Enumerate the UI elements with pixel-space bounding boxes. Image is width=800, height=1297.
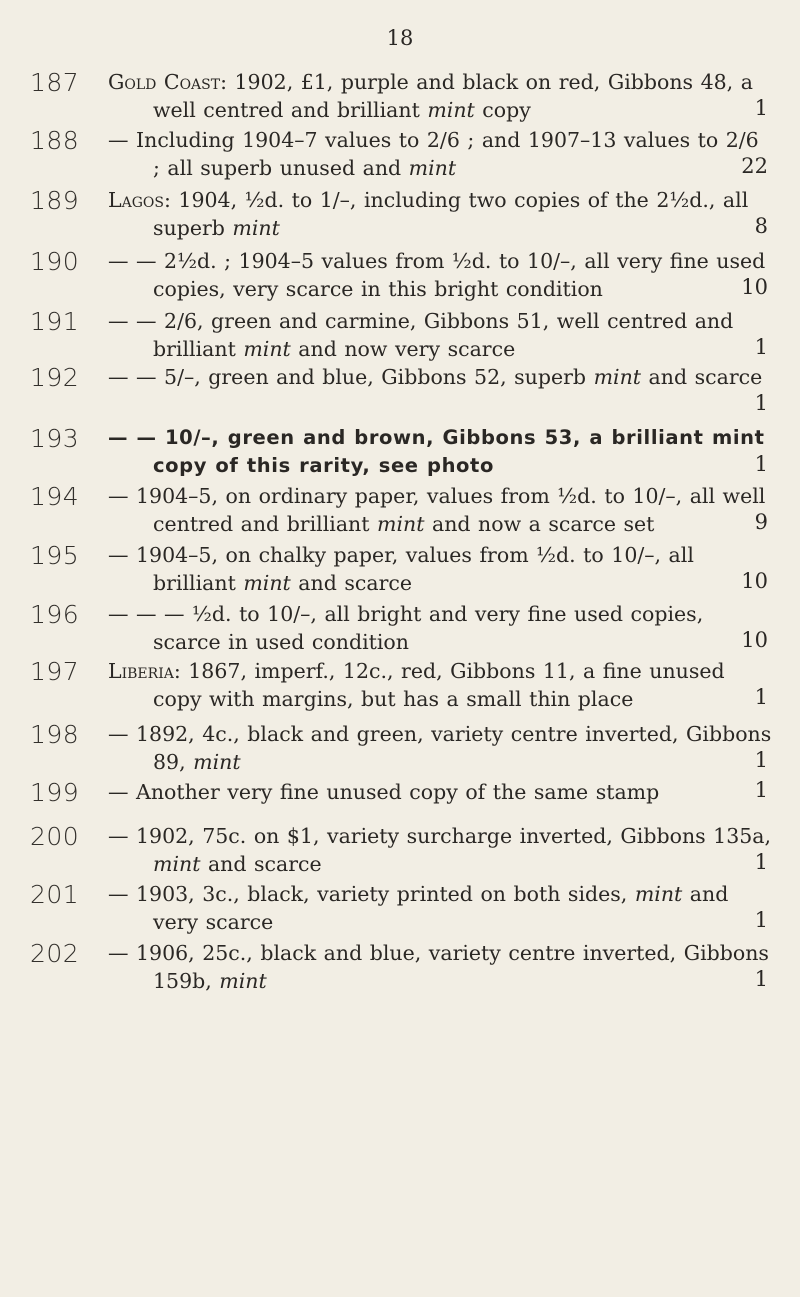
lot-quantity: 1 xyxy=(754,452,768,476)
mint-word: mint xyxy=(232,216,280,240)
description-tail: copy xyxy=(474,98,531,122)
page-number: 18 xyxy=(386,26,414,50)
lot-number: 198 xyxy=(30,720,80,749)
lot-quantity: 10 xyxy=(741,275,768,299)
description-text: — Including 1904–7 values to 2/6 ; and 1907–13 values to 2/6 ; all superb unused and xyxy=(108,128,759,180)
lot-number: 190 xyxy=(30,247,80,276)
description-text: — 1902, 75c. on $1, variety surcharge inverted, Gibbons 135a, xyxy=(108,824,772,848)
lot-description xyxy=(108,778,773,806)
lot-number: 199 xyxy=(30,778,80,807)
lot-quantity: 1 xyxy=(754,748,768,772)
mint-word: mint xyxy=(219,969,267,993)
lot-quantity: 8 xyxy=(754,214,768,238)
country-name: Liberia xyxy=(108,659,174,683)
description-text: : 1902, £1, purple and black on red, Gibbons 48, a well centred and brilliant xyxy=(153,70,753,122)
country-name: Gold Coast xyxy=(108,70,221,94)
lot-quantity: 10 xyxy=(741,628,768,652)
lot-quantity: 1 xyxy=(754,96,768,120)
lot-quantity: 1 xyxy=(754,391,768,415)
description-text: — 1904–5, on ordinary paper, values from ½d. to 10/–, all well centred and brilliant xyxy=(108,484,766,536)
lot-description xyxy=(108,600,773,656)
lot-description xyxy=(108,720,773,776)
mint-word: mint xyxy=(427,98,475,122)
lot-number: 188 xyxy=(30,126,80,155)
description-text: — Another very fine unused copy of the same stamp xyxy=(108,780,660,804)
lot-number: 194 xyxy=(30,482,80,511)
lot-description xyxy=(108,307,773,363)
mint-word: mint xyxy=(377,512,425,536)
lot-quantity: 1 xyxy=(754,335,768,359)
description-text: — — 2/6, green and carmine, Gibbons 51, well centred and brilliant xyxy=(108,309,734,361)
mint-word: mint xyxy=(153,852,201,876)
lot-description xyxy=(108,68,773,124)
mint-word: mint xyxy=(408,156,457,180)
mint-word: mint xyxy=(193,750,241,774)
lot-quantity: 22 xyxy=(741,154,768,178)
country-name: Lagos xyxy=(108,188,164,212)
description-tail: and now a scarce set xyxy=(424,512,655,536)
lot-number: 197 xyxy=(30,657,80,686)
lot-quantity: 10 xyxy=(741,569,768,593)
mint-word: mint xyxy=(634,882,683,906)
lot-number: 193 xyxy=(30,424,80,453)
description-text: : 1867, imperf., 12c., red, Gibbons 11, a fine unused copy with margins, but has a small thin place xyxy=(153,659,725,711)
lot-quantity: 1 xyxy=(754,908,768,932)
lot-number: 200 xyxy=(30,822,80,851)
description-text: — 1906, 25c., black and blue, variety centre inverted, Gibbons 159b, xyxy=(108,941,769,993)
description-text: — 1903, 3c., black, variety printed on both sides, xyxy=(108,882,635,906)
description-tail: and scarce xyxy=(641,365,763,389)
description-tail: and scarce xyxy=(290,571,412,595)
lot-number: 187 xyxy=(30,68,80,97)
lot-description xyxy=(108,880,773,936)
lot-description xyxy=(108,482,773,538)
lot-number: 195 xyxy=(30,541,80,570)
mint-word: mint xyxy=(243,571,291,595)
lot-quantity: 9 xyxy=(754,510,768,534)
mint-word: mint xyxy=(593,365,642,389)
lot-description xyxy=(108,424,773,480)
lot-description xyxy=(108,126,773,182)
lot-description xyxy=(108,186,773,242)
lot-quantity: 1 xyxy=(754,685,768,709)
description-tail: and very scarce xyxy=(153,882,729,934)
lot-number: 192 xyxy=(30,363,80,392)
description-text: — — 10/–, green and brown, Gibbons 53, a brilliant mint copy of this rarity, see photo xyxy=(108,426,765,477)
lot-description xyxy=(108,657,773,713)
description-tail: and now very scarce xyxy=(290,337,516,361)
lot-quantity: 1 xyxy=(754,778,768,802)
lot-number: 196 xyxy=(30,600,80,629)
lot-description xyxy=(108,247,773,303)
lot-description xyxy=(108,939,773,995)
lot-number: 189 xyxy=(30,186,80,215)
description-text: — — — ½d. to 10/–, all bright and very fine used copies, scarce in used condition xyxy=(108,602,704,654)
description-text: : 1904, ½d. to 1/–, including two copies of the 2½d., all superb xyxy=(153,188,749,240)
description-text: — 1904–5, on chalky paper, values from ½d. to 10/–, all brilliant xyxy=(108,543,694,595)
lot-description xyxy=(108,822,773,878)
lot-description xyxy=(108,541,773,597)
lot-quantity: 1 xyxy=(754,967,768,991)
lot-number: 201 xyxy=(30,880,80,909)
lot-quantity: 1 xyxy=(754,850,768,874)
description-tail: and scarce xyxy=(200,852,322,876)
mint-word: mint xyxy=(243,337,291,361)
description-text: — — 2½d. ; 1904–5 values from ½d. to 10/–, all very fine used copies, very scarce in this bright condition xyxy=(108,249,766,301)
lot-number: 202 xyxy=(30,939,80,968)
lot-number: 191 xyxy=(30,307,80,336)
description-text: — — 5/–, green and blue, Gibbons 52, superb xyxy=(108,365,594,389)
description-text: — 1892, 4c., black and green, variety centre inverted, Gibbons 89, xyxy=(108,722,772,774)
lot-description xyxy=(108,363,773,391)
